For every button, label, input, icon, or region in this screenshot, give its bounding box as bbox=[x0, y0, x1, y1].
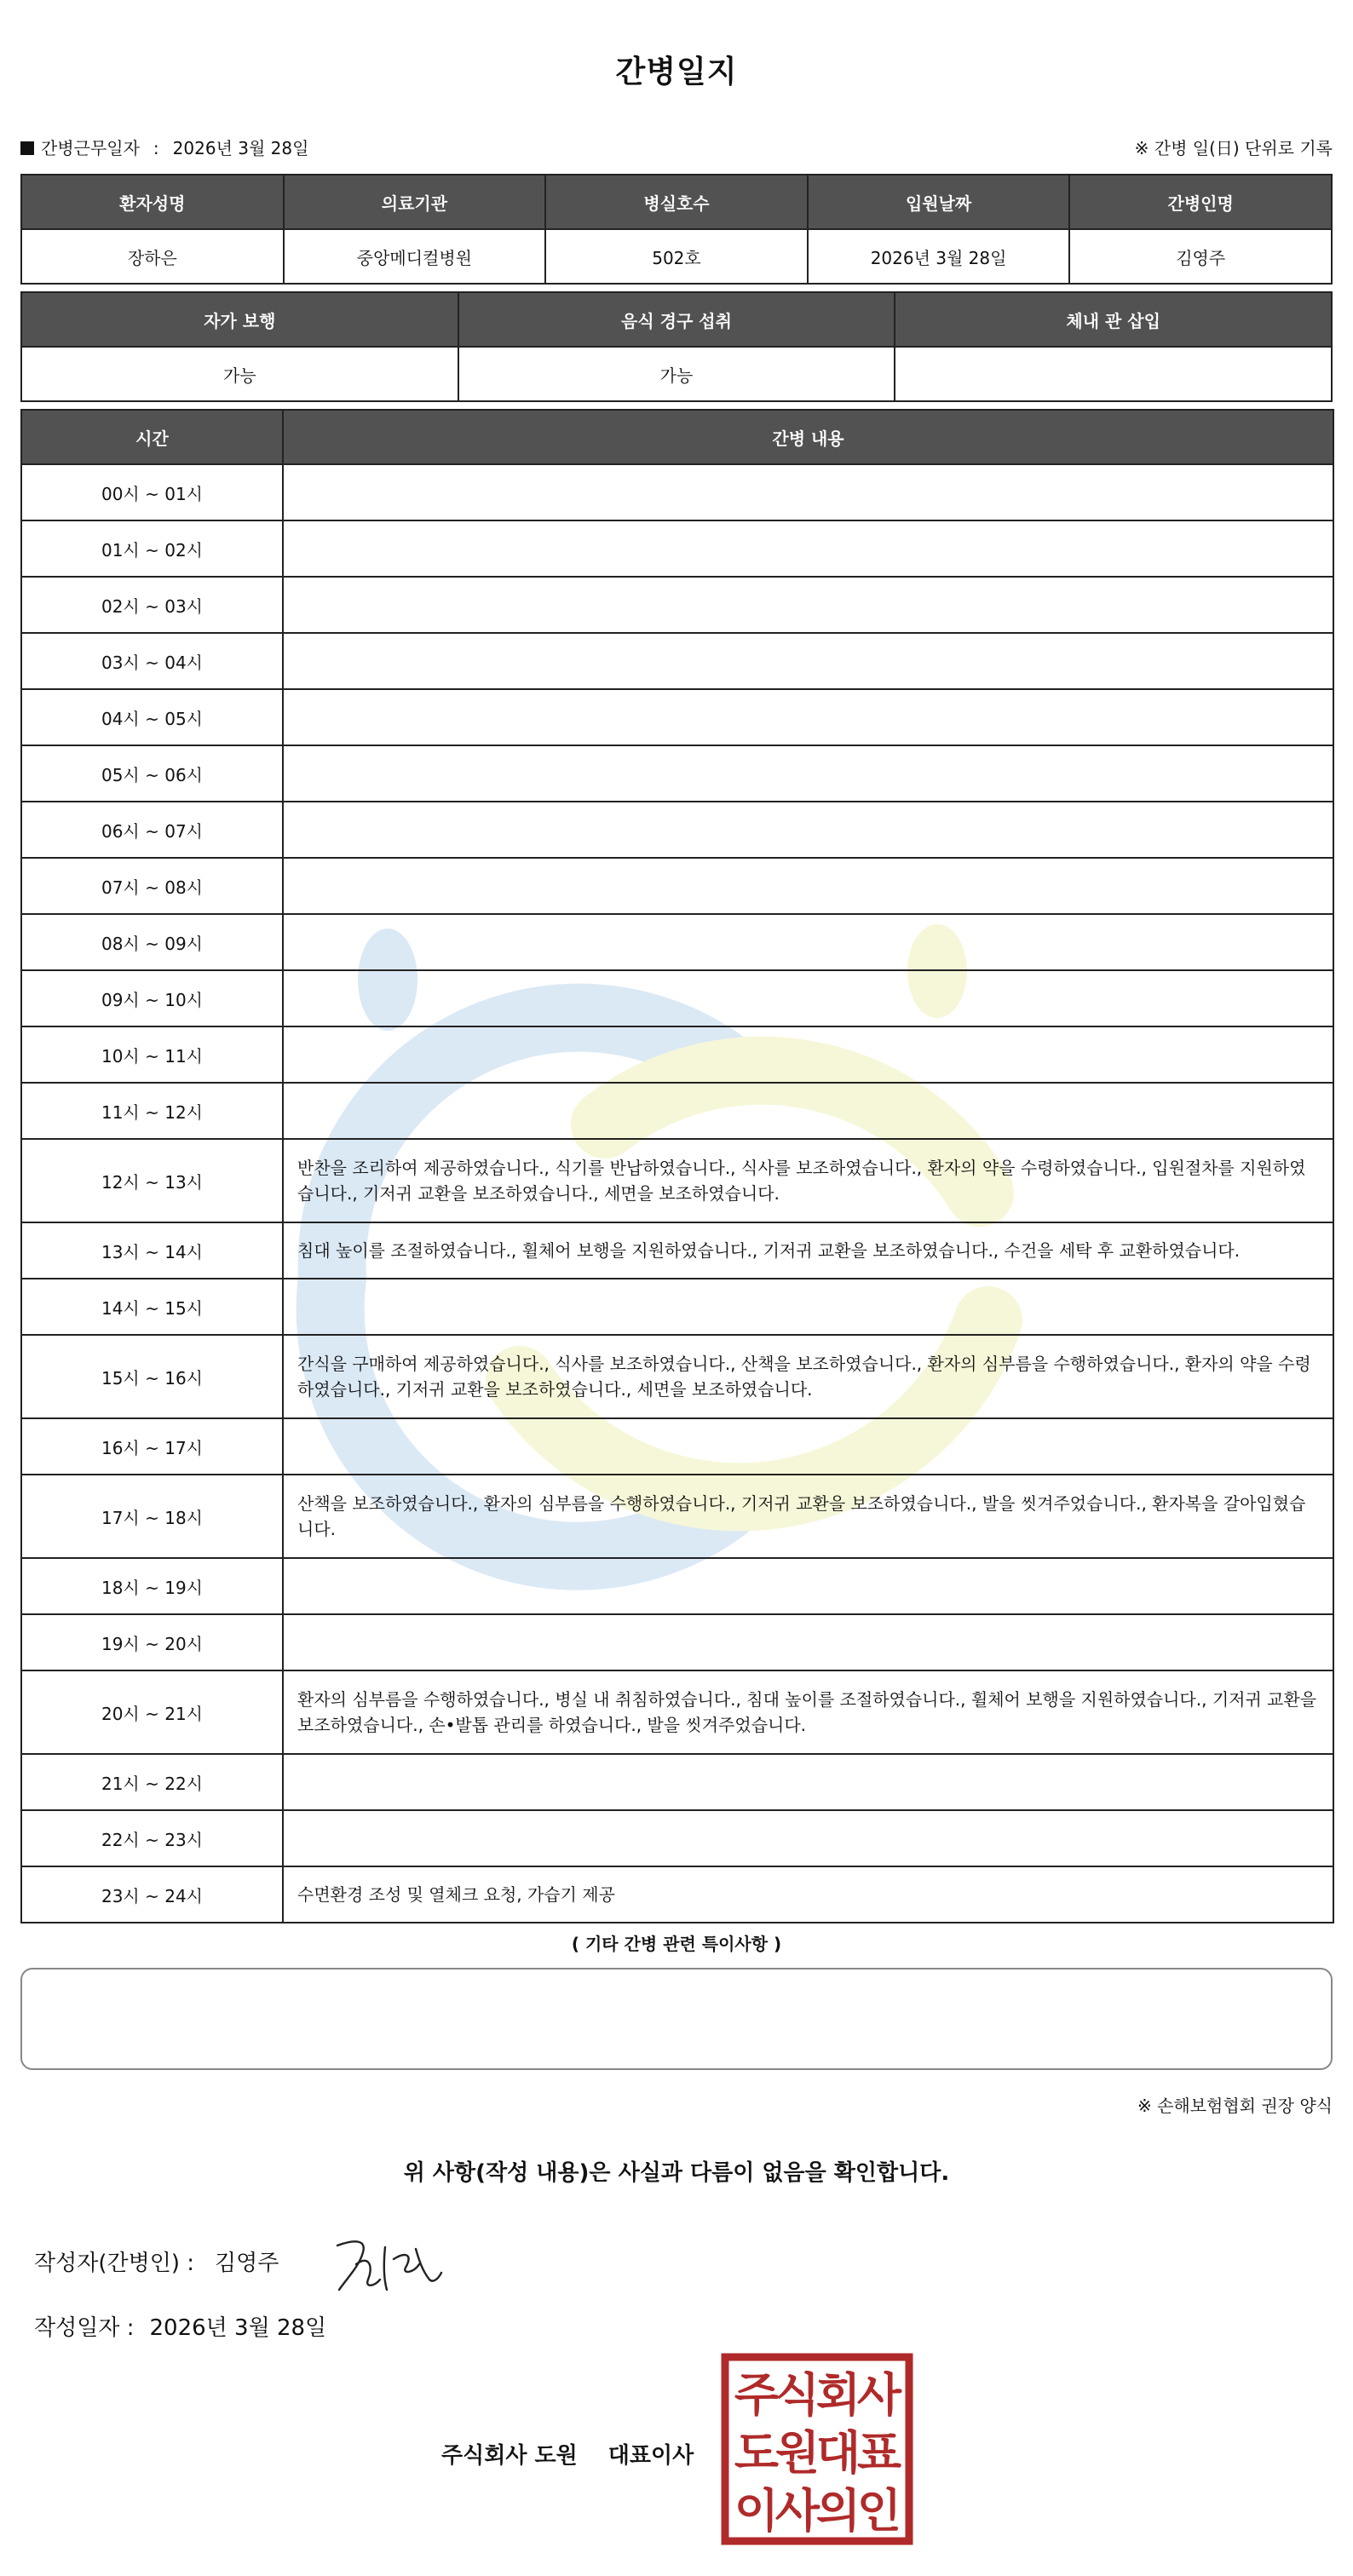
table-row bbox=[21, 970, 1333, 1026]
table-row bbox=[21, 1866, 1333, 1923]
time-cell: 03시 ~ 04시 bbox=[21, 633, 283, 689]
table-row bbox=[21, 1139, 1333, 1222]
content-cell: 수면환경 조성 및 열체크 요청, 가습기 제공 bbox=[283, 1866, 1333, 1923]
time-cell: 05시 ~ 06시 bbox=[21, 745, 283, 802]
content-cell bbox=[283, 577, 1333, 633]
header-admission-date: 입원날짜 bbox=[808, 175, 1070, 229]
extra-notes-box bbox=[20, 1968, 1333, 2070]
content-cell bbox=[283, 1754, 1333, 1810]
work-date-label: 간병근무일자 bbox=[41, 138, 140, 158]
writer-name: 김영주 bbox=[215, 2251, 279, 2276]
time-cell: 22시 ~ 23시 bbox=[21, 1810, 283, 1866]
time-cell: 17시 ~ 18시 bbox=[21, 1475, 283, 1558]
caregiver-name: 김영주 bbox=[1069, 229, 1332, 284]
content-cell bbox=[283, 1810, 1333, 1866]
content-cell bbox=[283, 520, 1333, 577]
header-self-walking: 자가 보행 bbox=[21, 292, 458, 347]
tube-insertion-value bbox=[895, 347, 1332, 401]
table-row bbox=[21, 1558, 1333, 1614]
time-cell: 16시 ~ 17시 bbox=[21, 1418, 283, 1475]
time-cell: 11시 ~ 12시 bbox=[21, 1083, 283, 1139]
time-cell: 23시 ~ 24시 bbox=[21, 1866, 283, 1923]
content-cell bbox=[283, 1558, 1333, 1614]
work-date-line bbox=[20, 135, 308, 159]
work-date-colon: : bbox=[153, 138, 159, 158]
time-cell: 02시 ~ 03시 bbox=[21, 577, 283, 633]
time-cell: 10시 ~ 11시 bbox=[21, 1026, 283, 1083]
table-row bbox=[21, 1810, 1333, 1866]
time-cell: 13시 ~ 14시 bbox=[21, 1222, 283, 1279]
content-cell bbox=[283, 1614, 1333, 1670]
table-row bbox=[21, 520, 1333, 577]
seal-char: 의 bbox=[815, 2484, 861, 2538]
content-cell bbox=[283, 464, 1333, 520]
time-cell: 09시 ~ 10시 bbox=[21, 970, 283, 1026]
form-note: ※ 손해보험협회 권장 양식 bbox=[1137, 2096, 1333, 2116]
care-log-table bbox=[20, 409, 1334, 1923]
company-line bbox=[441, 2438, 694, 2470]
table-row bbox=[21, 802, 1333, 858]
table-row bbox=[21, 1418, 1333, 1475]
seal-char: 사 bbox=[774, 2484, 820, 2538]
document-title: 간병일지 bbox=[615, 55, 738, 89]
hospital-name: 중앙메디컬병원 bbox=[284, 229, 546, 284]
handwritten-signature bbox=[331, 2230, 450, 2298]
seal-char: 표 bbox=[856, 2426, 902, 2480]
seal-char: 원 bbox=[774, 2426, 820, 2480]
table-row bbox=[21, 1335, 1333, 1418]
admission-date: 2026년 3월 28일 bbox=[808, 229, 1070, 284]
table-row bbox=[21, 858, 1333, 914]
room-number: 502호 bbox=[545, 229, 808, 284]
content-cell bbox=[283, 1279, 1333, 1335]
patient-info-value-row bbox=[21, 229, 1332, 284]
content-cell bbox=[283, 802, 1333, 858]
content-cell: 반찬을 조리하여 제공하였습니다., 식기를 반납하였습니다., 식사를 보조하였습니다., 환자의 약을 수령하였습니다., 입원절차를 지원하였습니다., 기저귀 교환을 보조하였습니다., 세면을 보조하였습니다. bbox=[283, 1139, 1333, 1222]
table-row bbox=[21, 745, 1333, 802]
header-time: 시간 bbox=[21, 410, 283, 464]
time-cell: 19시 ~ 20시 bbox=[21, 1614, 283, 1670]
header-room: 병실호수 bbox=[545, 175, 808, 229]
company-name: 주식회사 도원 bbox=[441, 2443, 578, 2469]
time-cell: 15시 ~ 16시 bbox=[21, 1335, 283, 1418]
patient-name: 장하은 bbox=[21, 229, 284, 284]
header-caregiver: 간병인명 bbox=[1069, 175, 1332, 229]
table-row bbox=[21, 577, 1333, 633]
seal-char: 회 bbox=[815, 2368, 861, 2422]
confirmation-statement: 위 사항(작성 내용)은 사실과 다름이 없음을 확인합니다. bbox=[403, 2160, 950, 2186]
time-cell: 08시 ~ 09시 bbox=[21, 914, 283, 970]
time-cell: 04시 ~ 05시 bbox=[21, 689, 283, 745]
content-cell: 산책을 보조하였습니다., 환자의 심부름을 수행하였습니다., 기저귀 교환을 보조하였습니다., 발을 씻겨주었습니다., 환자복을 갈아입혔습니다. bbox=[283, 1475, 1333, 1558]
table-row bbox=[21, 1222, 1333, 1279]
table-row bbox=[21, 1279, 1333, 1335]
extra-notes-title: ( 기타 간병 관련 특이사항 ) bbox=[571, 1934, 782, 1954]
table-row bbox=[21, 1083, 1333, 1139]
content-cell bbox=[283, 858, 1333, 914]
time-cell: 12시 ~ 13시 bbox=[21, 1139, 283, 1222]
unit-note: ※ 간병 일(日) 단위로 기록 bbox=[1134, 138, 1333, 158]
content-cell bbox=[283, 1418, 1333, 1475]
patient-info-table bbox=[20, 174, 1333, 285]
time-cell: 18시 ~ 19시 bbox=[21, 1558, 283, 1614]
table-row bbox=[21, 633, 1333, 689]
seal-char: 인 bbox=[856, 2484, 902, 2538]
table-row bbox=[21, 1670, 1333, 1754]
patient-info-header-row bbox=[21, 175, 1332, 229]
seal-char: 도 bbox=[734, 2426, 780, 2480]
time-cell: 14시 ~ 15시 bbox=[21, 1279, 283, 1335]
oral-intake-value: 가능 bbox=[458, 347, 895, 401]
content-cell bbox=[283, 1026, 1333, 1083]
content-cell bbox=[283, 1083, 1333, 1139]
content-cell bbox=[283, 689, 1333, 745]
table-row bbox=[21, 689, 1333, 745]
table-row bbox=[21, 1754, 1333, 1810]
table-row bbox=[21, 1614, 1333, 1670]
header-patient-name: 환자성명 bbox=[21, 175, 284, 229]
time-cell: 07시 ~ 08시 bbox=[21, 858, 283, 914]
written-date-label: 작성일자 : bbox=[34, 2315, 135, 2341]
condition-value-row bbox=[21, 347, 1332, 401]
table-row bbox=[21, 1475, 1333, 1558]
content-cell bbox=[283, 745, 1333, 802]
table-row bbox=[21, 1026, 1333, 1083]
content-cell: 침대 높이를 조절하였습니다., 휠체어 보행을 지원하였습니다., 기저귀 교환을 보조하였습니다., 수건을 세탁 후 교환하였습니다. bbox=[283, 1222, 1333, 1279]
time-cell: 06시 ~ 07시 bbox=[21, 802, 283, 858]
writer-line bbox=[34, 2245, 279, 2277]
header-hospital: 의료기관 bbox=[284, 175, 546, 229]
written-date: 2026년 3월 28일 bbox=[149, 2315, 327, 2341]
written-date-line bbox=[34, 2310, 326, 2342]
content-cell: 간식을 구매하여 제공하였습니다., 식사를 보조하였습니다., 산책을 보조하였습니다., 환자의 심부름을 수행하였습니다., 환자의 약을 수령하였습니다., 기저귀 교환을 보조하였습니다., 세면을 보조하였습니다. bbox=[283, 1335, 1333, 1418]
content-cell: 환자의 심부름을 수행하였습니다., 병실 내 취침하였습니다., 침대 높이를 조절하였습니다., 휠체어 보행을 지원하였습니다., 기저귀 교환을 보조하였습니다., 손•발톱 관리를 하였습니다., 발을 씻겨주었습니다. bbox=[283, 1670, 1333, 1754]
header-oral-intake: 음식 경구 섭취 bbox=[458, 292, 895, 347]
content-cell bbox=[283, 970, 1333, 1026]
table-row bbox=[21, 464, 1333, 520]
header-tube-insertion: 체내 관 삽입 bbox=[895, 292, 1332, 347]
writer-label: 작성자(간병인) : bbox=[34, 2251, 195, 2276]
ceo-label: 대표이사 bbox=[607, 2443, 694, 2469]
content-cell bbox=[283, 914, 1333, 970]
condition-header-row bbox=[21, 292, 1332, 347]
work-date-value: 2026년 3월 28일 bbox=[172, 138, 309, 158]
table-row bbox=[21, 914, 1333, 970]
seal-char: 대 bbox=[815, 2426, 861, 2480]
seal-char: 주 bbox=[734, 2368, 780, 2422]
header-care-content: 간병 내용 bbox=[283, 410, 1333, 464]
patient-condition-table bbox=[20, 291, 1333, 402]
seal-char: 식 bbox=[774, 2368, 820, 2422]
seal-char: 이 bbox=[734, 2484, 780, 2538]
square-bullet-icon bbox=[20, 141, 34, 155]
time-cell: 00시 ~ 01시 bbox=[21, 464, 283, 520]
time-cell: 20시 ~ 21시 bbox=[21, 1670, 283, 1754]
care-log-header-row bbox=[21, 410, 1333, 464]
content-cell bbox=[283, 633, 1333, 689]
time-cell: 01시 ~ 02시 bbox=[21, 520, 283, 577]
company-seal bbox=[721, 2353, 913, 2545]
time-cell: 21시 ~ 22시 bbox=[21, 1754, 283, 1810]
self-walking-value: 가능 bbox=[21, 347, 458, 401]
seal-char: 사 bbox=[856, 2368, 902, 2422]
